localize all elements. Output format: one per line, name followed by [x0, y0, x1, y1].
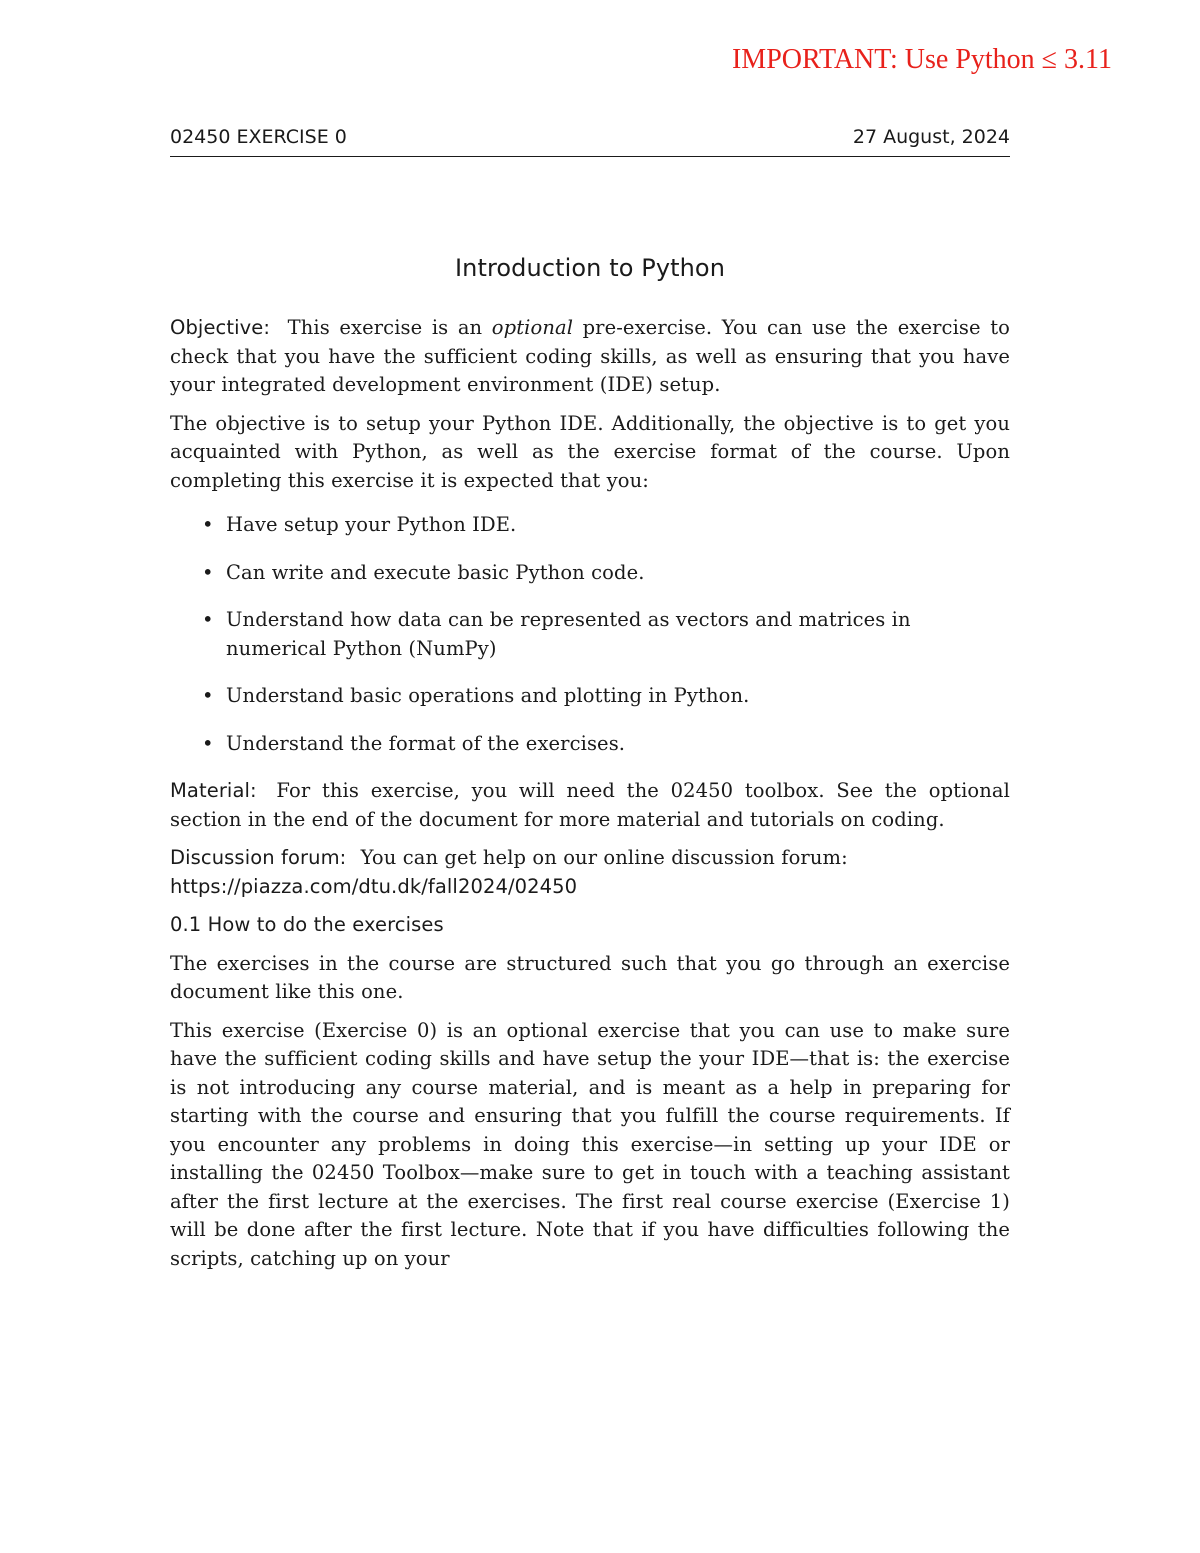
- section-paragraph: This exercise (Exercise 0) is an optional exercise that you can use to make sure have the sufficient coding skills and have setup the your IDE—that is: the exercise is not introducing any course material, and is meant as a help in preparing for starting with the course and ensuring that you fulfill the course requirements. If you encounter any problems in doing this exercise—in setting up your IDE or installing the 02450 Toolbox—make sure to get in touch with a teaching assistant after the first lecture at the exercises. The first real course exercise (Exercise 1) will be done after the first lecture. Note that if you have difficulties following the scripts, catching up on your: [170, 1018, 1010, 1270]
- discussion-text: You can get help on our online discussion forum:: [360, 846, 848, 869]
- bullet-icon: •: [202, 513, 214, 536]
- material-label: Material:: [170, 779, 257, 802]
- bullet-icon: •: [202, 560, 214, 584]
- objective-detail-paragraph: The objective is to setup your Python IDE. Additionally, the objective is to get you acquainted with Python, as well as the exercise format of the course. Upon completing this exercise it is expected that you:: [170, 411, 1010, 492]
- objective-paragraph: [170, 314, 1010, 400]
- objective-text-after: pre-exercise. You can use the exercise to check that you have the sufficient coding skills, as well as ensuring that you have your integrated development environment (IDE) setup.: [170, 316, 1010, 396]
- objective-emphasis: optional: [491, 316, 574, 339]
- objective-label: Objective:: [170, 316, 271, 339]
- goal-text: Understand basic operations and plotting in Python.: [226, 684, 750, 707]
- goal-text: Understand how data can be represented as vectors and matrices in numerical Python (NumPy): [226, 608, 911, 660]
- section-paragraph: The exercises in the course are structured such that you go through an exercise document like this one.: [170, 951, 1010, 1003]
- goal-text: Have setup your Python IDE.: [226, 513, 517, 536]
- document-title: Introduction to Python: [454, 254, 726, 282]
- goal-text: Understand the format of the exercises.: [226, 731, 626, 755]
- objective-text-before: This exercise is an: [287, 316, 492, 339]
- material-text: For this exercise, you will need the 02450 toolbox. See the optional section in the end of the document for more material and tutorials on coding.: [170, 779, 1010, 831]
- python-version-notice: IMPORTANT: Use Python ≤ 3.11: [731, 44, 1112, 75]
- material-paragraph: [170, 777, 1010, 834]
- course-exercise-label: 02450 EXERCISE 0: [170, 126, 347, 148]
- discussion-paragraph: [170, 844, 1010, 901]
- learning-goals-list: [170, 511, 1010, 758]
- bullet-icon: •: [202, 731, 214, 755]
- list-item: [202, 730, 1010, 759]
- section-heading: 0.1 How to do the exercises: [170, 913, 444, 936]
- bullet-icon: •: [202, 608, 214, 631]
- list-item: [202, 682, 1010, 711]
- list-item: [202, 511, 1010, 540]
- forum-link[interactable]: https://piazza.com/dtu.dk/fall2024/02450: [170, 874, 578, 898]
- running-header: [170, 126, 1010, 157]
- goal-text: Can write and execute basic Python code.: [226, 560, 645, 584]
- document-body: [170, 248, 1010, 1283]
- bullet-icon: •: [202, 684, 214, 707]
- document-date: 27 August, 2024: [852, 126, 1010, 148]
- list-item: [202, 559, 1010, 588]
- discussion-label: Discussion forum:: [170, 846, 347, 869]
- list-item: [202, 606, 1010, 663]
